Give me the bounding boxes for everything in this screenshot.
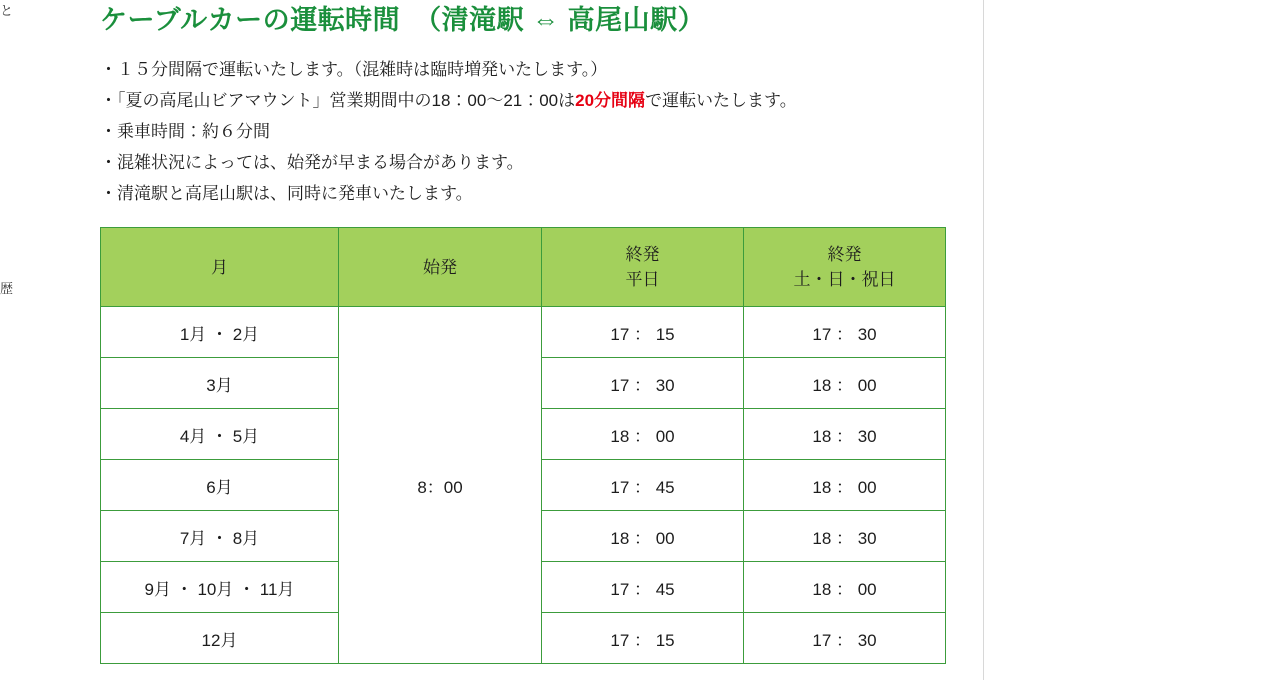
note-item <box>100 147 965 178</box>
cell-last-holiday: 17 ： 30 <box>744 307 946 358</box>
content-area <box>100 0 965 664</box>
cell-last-weekday: 17 ： 45 <box>542 460 744 511</box>
note-highlight: 20分間隔 <box>575 91 646 110</box>
note-item <box>100 116 965 147</box>
header-last-run-holiday <box>744 228 946 307</box>
cell-month: 1月 ・ 2月 <box>101 307 339 358</box>
cell-last-weekday: 18 ： 00 <box>542 511 744 562</box>
cell-month: 3月 <box>101 358 339 409</box>
cell-last-weekday: 17 ： 30 <box>542 358 744 409</box>
cell-first-run: 8：00 <box>339 307 542 664</box>
page-title: ケーブルカーの運転時間 （清滝駅 ⇔ 高尾山駅） <box>100 5 706 35</box>
cell-last-weekday: 17 ： 15 <box>542 307 744 358</box>
note-text-suffix: で運転いたします。 <box>645 91 797 110</box>
note-text: ・清滝駅と高尾山駅は、同時に発車いたします。 <box>100 184 473 203</box>
cablecar-schedule-table <box>100 227 946 664</box>
header-first-run: 始発 <box>339 228 542 307</box>
cell-last-holiday: 18 ： 00 <box>744 358 946 409</box>
table-head <box>101 228 946 307</box>
left-edge-fragment-top: と <box>0 3 14 18</box>
cell-last-weekday: 18 ： 00 <box>542 409 744 460</box>
header-month: 月 <box>101 228 339 307</box>
column-divider <box>983 0 984 680</box>
table-header-row <box>101 228 946 307</box>
notes-list <box>100 54 965 209</box>
note-text: ・乗車時間：約６分間 <box>100 122 270 141</box>
note-item <box>100 54 965 85</box>
cell-month: 6月 <box>101 460 339 511</box>
cell-month: 9月 ・ 10月 ・ 11月 <box>101 562 339 613</box>
cell-month: 7月 ・ 8月 <box>101 511 339 562</box>
cell-last-weekday: 17 ： 15 <box>542 613 744 664</box>
table-body <box>101 307 946 664</box>
note-text: ・１５分間隔で運転いたします。（混雑時は臨時増発いたします。） <box>100 60 608 79</box>
note-item <box>100 178 965 209</box>
header-last-run-holiday-line1: 終発 <box>827 245 862 264</box>
header-last-run-holiday-line2: 土・日・祝日 <box>793 270 896 289</box>
note-text: ・「夏の高尾山ビアマウント」営業期間中の18：00〜21：00は <box>100 91 576 110</box>
cell-last-weekday: 17 ： 45 <box>542 562 744 613</box>
cell-last-holiday: 18 ： 00 <box>744 562 946 613</box>
cell-month: 12月 <box>101 613 339 664</box>
cell-last-holiday: 18 ： 30 <box>744 409 946 460</box>
cell-last-holiday: 17 ： 30 <box>744 613 946 664</box>
left-edge-fragment-middle: 歴 <box>0 281 14 296</box>
table-row <box>101 307 946 358</box>
cell-last-holiday: 18 ： 00 <box>744 460 946 511</box>
header-last-run-weekday <box>542 228 744 307</box>
header-last-run-weekday-line2: 平日 <box>625 270 660 289</box>
note-item <box>100 85 965 116</box>
cell-last-holiday: 18 ： 30 <box>744 511 946 562</box>
note-text: ・混雑状況によっては、始発が早まる場合があります。 <box>100 153 524 172</box>
header-last-run-weekday-line1: 終発 <box>625 245 660 264</box>
cell-month: 4月 ・ 5月 <box>101 409 339 460</box>
